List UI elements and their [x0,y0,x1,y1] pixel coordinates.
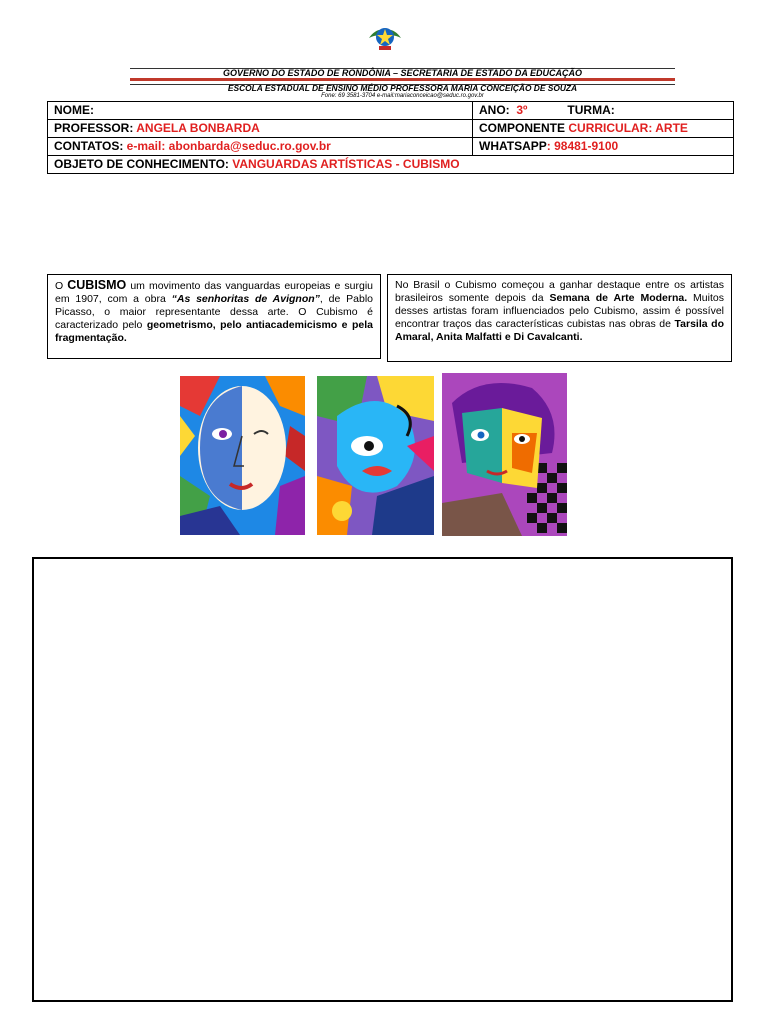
brazil-text: No Brasil o Cubismo começou a ganhar destaque entre os artistas brasileiros somente depois da [395,279,724,304]
state-seal-icon [366,22,404,52]
name-field[interactable] [48,102,473,120]
whatsapp-label: WHATSAPP [479,139,547,153]
class-label: TURMA: [567,103,615,117]
year-class-cell [473,102,734,120]
cubist-artwork-image [317,376,434,535]
artwork-title: “As senhoritas de Avignon” [171,293,320,305]
cubism-intro-box [47,274,381,359]
subject-label: COMPONENTE [479,121,566,135]
year-value: 3º [516,103,528,117]
contacts-cell [48,138,473,156]
student-info-table [47,101,734,174]
topic-label: OBJETO DE CONHECIMENTO: [54,157,229,171]
intro-text: O [55,280,64,292]
cubism-brazil-box [387,274,732,362]
school-name: ESCOLA ESTADUAL DE ENSINO MÉDIO PROFESSORA MARIA CONCEIÇÃO DE SOUZA [227,83,578,93]
whatsapp-cell [473,138,734,156]
teacher-cell [48,120,473,138]
topic-value: VANGUARDAS ARTÍSTICAS - CUBISMO [232,157,460,171]
intro-text: , de Pablo Picasso, o maior representante dessa arte. O Cubismo é caracterizado pelo [55,293,373,331]
year-label: ANO: [479,103,510,117]
contacts-label: CONTATOS: [54,139,124,153]
artists-list: Tarsila do Amaral, Anita Malfatti e Di Cavalcanti. [395,318,724,343]
table-row [48,102,734,120]
table-row [48,120,734,138]
teacher-value: ANGELA BONBARDA [136,121,260,135]
answer-area[interactable] [32,557,733,1002]
cubist-artwork-image [442,373,567,536]
subject-cell [473,120,734,138]
whatsapp-value: : 98481-9100 [546,139,619,153]
cubist-artwork-image [180,376,305,535]
table-row [48,138,734,156]
header-red-divider [130,78,675,81]
topic-cell [48,156,734,174]
name-label: NOME: [54,103,94,117]
brazil-text: Muitos desses artistas foram influenciados pelo Cubismo, assim é possível encontrar traços das características cubistas nas obras de [395,292,724,330]
government-title: GOVERNO DO ESTADO DE RONDÔNIA – SECRETARIA DE ESTADO DA EDUCAÇÃO [222,68,583,78]
table-row [48,156,734,174]
email-link[interactable]: e-mail: abonbarda@seduc.ro.gov.br [126,139,331,153]
modern-art-week: Semana de Arte Moderna. [549,292,688,304]
characteristics-text: geometrismo, pelo antiacademicismo e pela fragmentação. [55,319,373,344]
intro-text: um movimento das vanguardas europeias e surgiu em 1907, com a obra [55,280,373,305]
subject-value: CURRICULAR: ARTE [568,121,688,135]
teacher-label: PROFESSOR: [54,121,134,135]
cubism-term: CUBISMO [67,278,127,292]
school-contact: Fone: 69 3581-3704 e-mail:mariaconceicao@seduc.ro.gov.br [321,93,484,99]
